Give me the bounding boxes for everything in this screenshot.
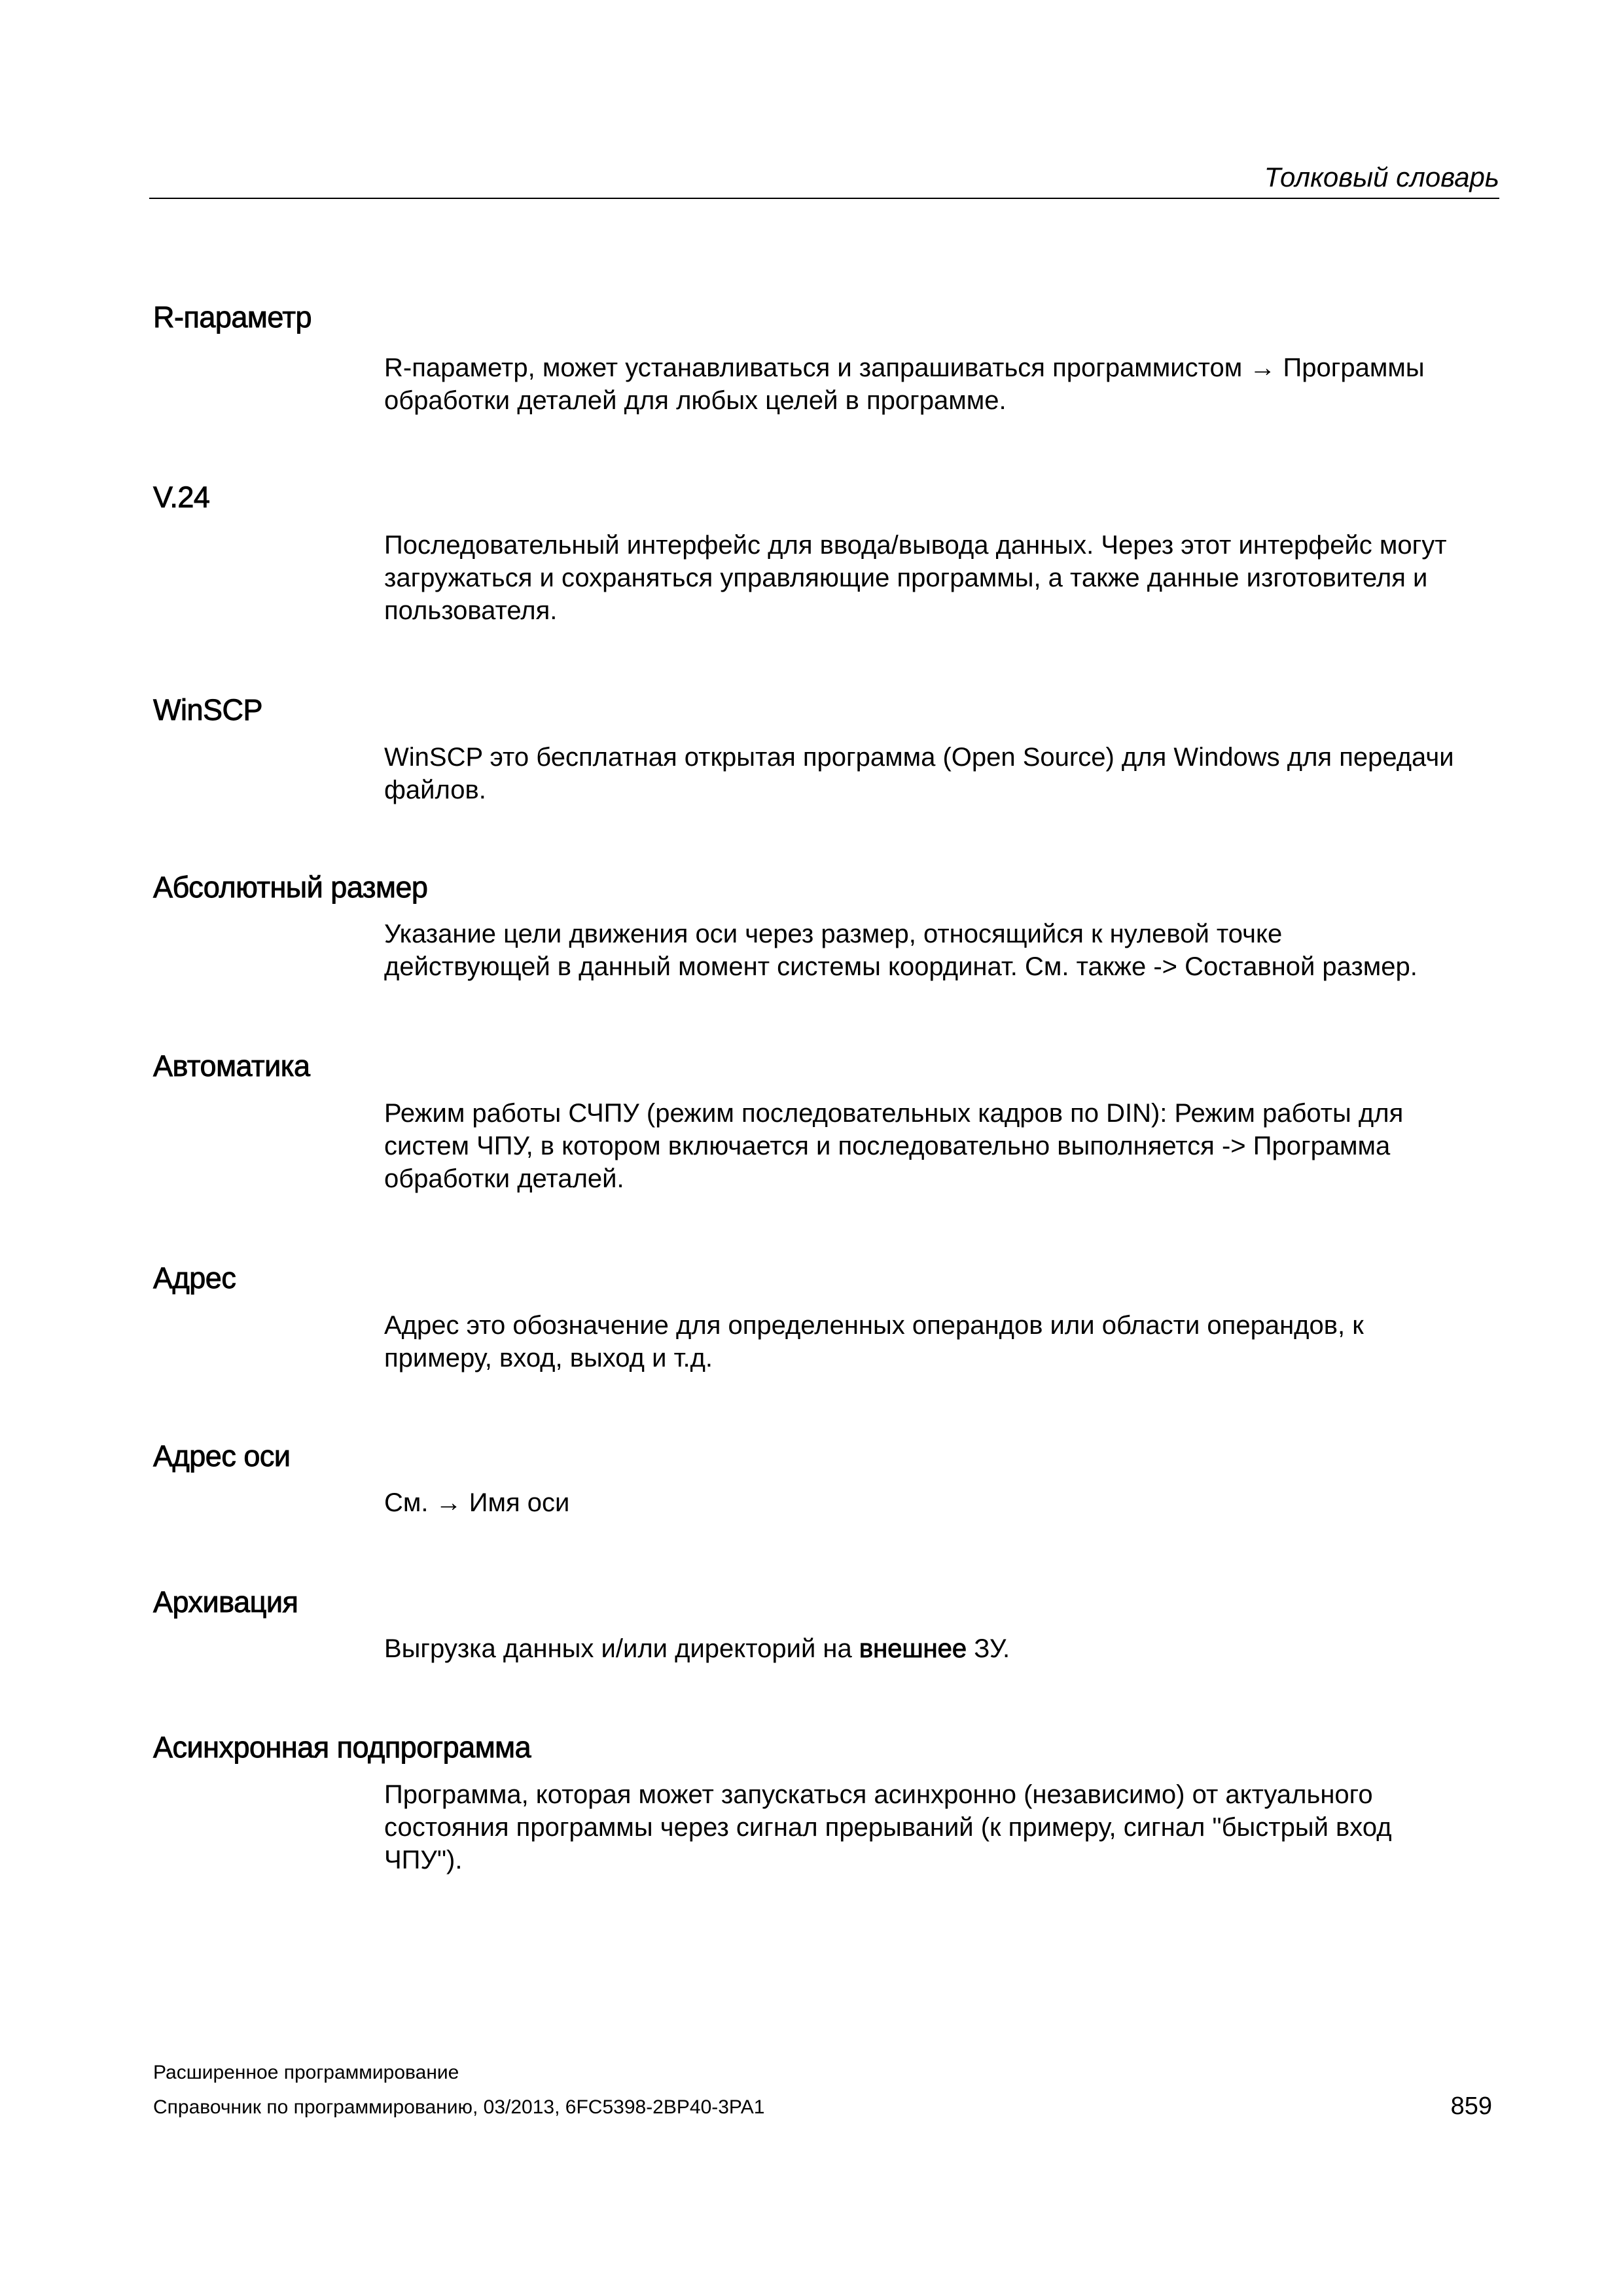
- glossary-definition-automatic: Режим работы СЧПУ (режим последовательных кадров по DIN): Режим работы для систем ЧПУ, в котором включается и последовательно выполняется -> Программа обработки деталей.: [384, 1099, 1404, 1193]
- running-header: Толковый словарь: [1264, 162, 1499, 192]
- emphasized-word: внешнее: [859, 1634, 967, 1663]
- glossary-definition-async-subprogram: Программа, которая может запускаться асинхронно (независимо) от актуального состояния программы через сигнал прерываний (к примеру, сигнал "быстрый вход ЧПУ").: [384, 1780, 1392, 1874]
- page-number: 859: [1450, 2092, 1492, 2120]
- glossary-definition-v24: Последовательный интерфейс для ввода/вывода данных. Через этот интерфейс могут загружаться и сохраняться управляющие программы, а также данные изготовителя и пользователя.: [384, 531, 1447, 625]
- glossary-term-archiving: Архивация: [153, 1585, 298, 1619]
- glossary-term-absolute-dimension: Абсолютный размер: [153, 870, 428, 904]
- glossary-term-axis-address: Адрес оси: [153, 1439, 291, 1473]
- glossary-definition-address: Адрес это обозначение для определенных операндов или области операндов, к примеру, вход, выход и т.д.: [384, 1311, 1364, 1372]
- definition-text-end: ЗУ.: [967, 1634, 1010, 1663]
- glossary-definition-axis-address: См. → Имя оси: [384, 1488, 570, 1517]
- glossary-definition-archiving: [384, 1632, 1510, 1665]
- glossary-definition-absolute-dimension: Указание цели движения оси через размер, относящийся к нулевой точке действующей в данный момент системы координат. См. также -> Составной размер.: [384, 920, 1418, 981]
- glossary-term-r-parameter: R-параметр: [153, 300, 312, 334]
- glossary-term-winscp: WinSCP: [153, 693, 263, 726]
- glossary-term-address: Адрес: [153, 1261, 236, 1295]
- footer-manual-info: Справочник по программированию, 03/2013, 6FC5398-2BP40-3PA1: [153, 2096, 765, 2118]
- header-rule: [149, 198, 1499, 199]
- glossary-definition-r-parameter: R-параметр, может устанавливаться и запрашиваться программистом → Программы обработки деталей для любых целей в программе.: [384, 353, 1425, 415]
- glossary-term-v24: V.24: [153, 480, 210, 514]
- glossary-term-async-subprogram: Асинхронная подпрограмма: [153, 1731, 531, 1764]
- glossary-definition-winscp: WinSCP это бесплатная открытая программа (Open Source) для Windows для передачи файлов.: [384, 743, 1454, 804]
- glossary-term-automatic: Автоматика: [153, 1049, 310, 1083]
- footer-book-title: Расширенное программирование: [153, 2062, 459, 2083]
- definition-text: Выгрузка данных и/или директорий на: [384, 1634, 859, 1663]
